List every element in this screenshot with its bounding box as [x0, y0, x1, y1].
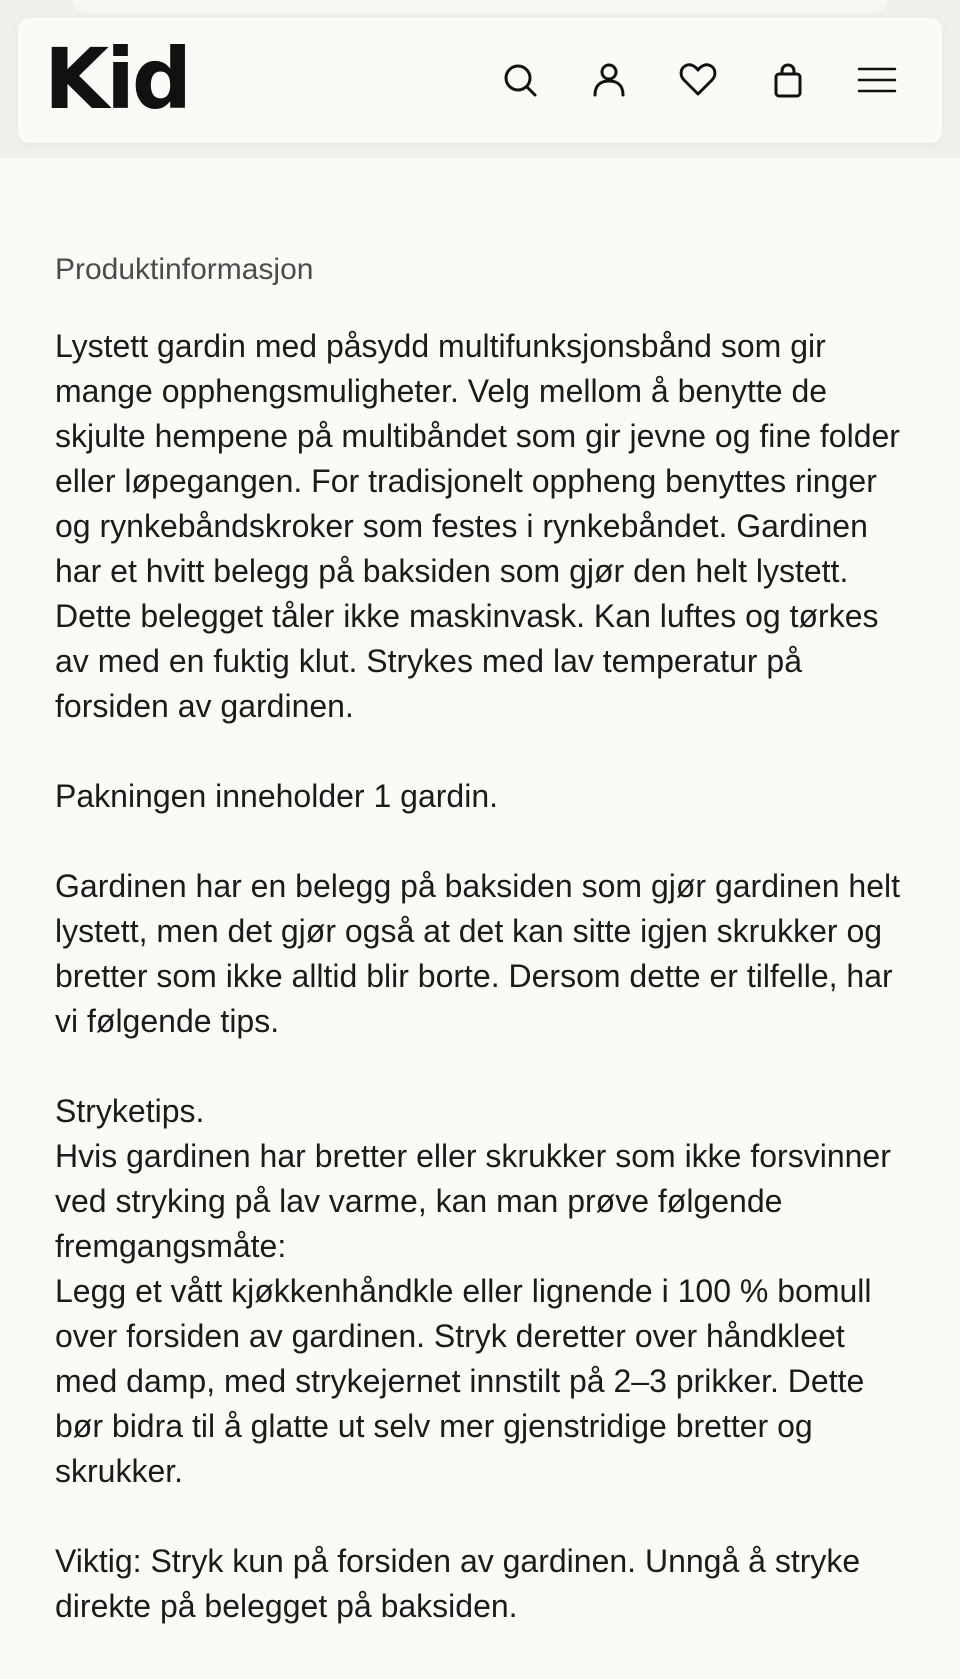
- search-button[interactable]: [492, 52, 548, 108]
- account-button[interactable]: [581, 52, 637, 108]
- shopping-bag-icon: [768, 60, 808, 100]
- coating-paragraph: Gardinen har en belegg på baksiden som gjør gardinen helt lystett, men det gjør også at det kan sitte igjen skrukker og bretter som ikke alltid blir borte. Dersom dette er tilfelle, har vi følgende tips.: [55, 868, 900, 1039]
- ironing-tips-body: Legg et vått kjøkkenhåndkle eller lignende i 100 % bomull over forsiden av gardinen. Stryk deretter over håndkleet med damp, med strykejernet innstilt på 2–3 prikker. Dette bør bidra til å glatte ut selv mer gjenstridige bretter og skrukker.: [55, 1273, 872, 1489]
- ironing-tips-intro: Hvis gardinen har bretter eller skrukker som ikke forsvinner ved stryking på lav varme, kan man prøve følgende fremgangsmåte:: [55, 1138, 891, 1264]
- ironing-tips-heading: Stryketips.: [55, 1093, 205, 1129]
- hamburger-menu-icon: [857, 60, 897, 100]
- menu-button[interactable]: [849, 52, 905, 108]
- search-icon: [500, 60, 540, 100]
- wishlist-button[interactable]: [670, 52, 726, 108]
- section-title: Produktinformasjon: [55, 253, 314, 286]
- important-note: Viktig: Stryk kun på forsiden av gardinen. Unngå å stryke direkte på belegget på baksiden.: [55, 1543, 861, 1624]
- account-icon: [589, 60, 629, 100]
- product-info-section: [55, 246, 915, 1674]
- cart-button[interactable]: [760, 52, 816, 108]
- kid-logo[interactable]: Kid: [44, 30, 190, 128]
- top-pill-decoration: [72, 0, 888, 14]
- description-paragraph: Lystett gardin med påsydd multifunksjonsbånd som gir mange opphengsmuligheter. Velg mellom å benytte de skjulte hempene på multibåndet som gir jevne og fine folder eller løpegangen. For tradisjonelt oppheng benyttes ringer og rynkebåndskroker som festes i rynkebåndet. Gardinen har et hvitt belegg på baksiden som gjør den helt lystett. Dette belegget tåler ikke maskinvask. Kan luftes og tørkes av med en fuktig klut. Strykes med lav temperatur på forsiden av gardinen.: [55, 328, 900, 724]
- heart-icon: [678, 60, 718, 100]
- package-contents-paragraph: Pakningen inneholder 1 gardin.: [55, 778, 498, 814]
- site-header: [18, 18, 942, 143]
